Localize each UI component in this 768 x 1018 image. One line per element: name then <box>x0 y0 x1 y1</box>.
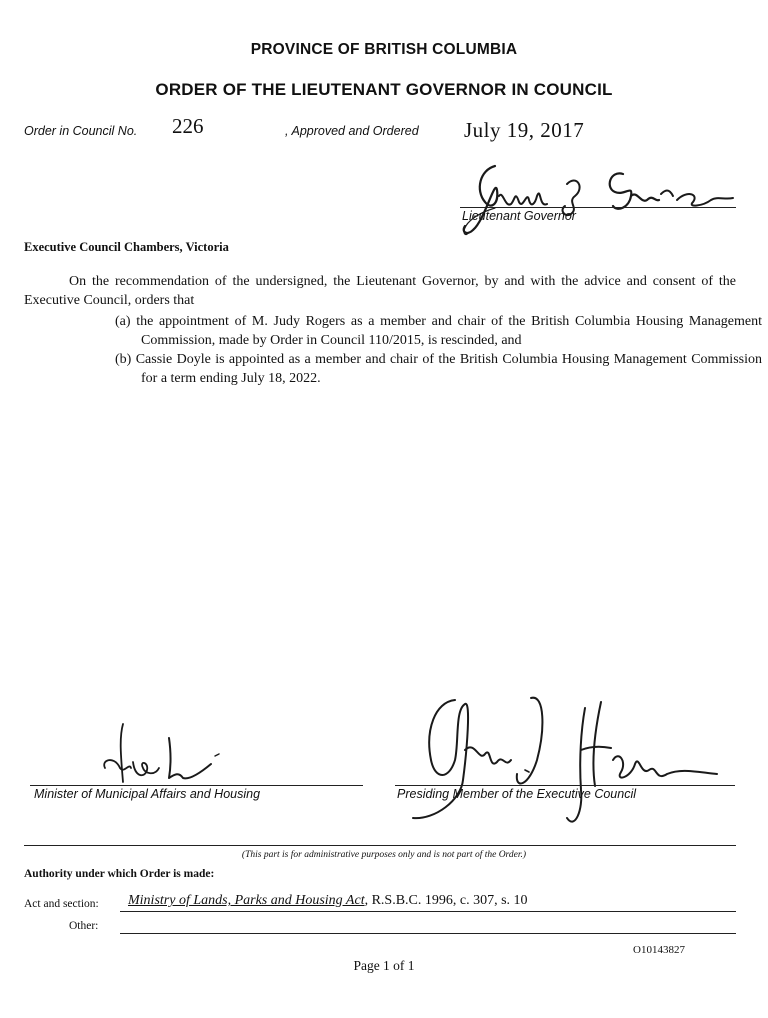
document-id: O10143827 <box>633 944 685 956</box>
executive-council-chambers: Executive Council Chambers, Victoria <box>24 240 229 254</box>
order-item-b: (b) Cassie Doyle is appointed as a member and chair of the British Columbia Housing Management Commission for a term ending July 18, 2022. <box>115 352 762 386</box>
lieutenant-governor-signature <box>455 160 740 240</box>
act-section-label: Act and section: <box>24 898 99 910</box>
lieutenant-governor-caption: Lieutenant Governor <box>462 209 576 223</box>
order-number: 226 <box>172 114 204 138</box>
authority-heading: Authority under which Order is made: <box>24 868 215 880</box>
province-heading: PROVINCE OF BRITISH COLUMBIA <box>250 41 518 58</box>
minister-signature-line <box>30 785 363 786</box>
page-number: Page 1 of 1 <box>353 958 415 973</box>
admin-divider <box>24 845 736 846</box>
presiding-member-caption: Presiding Member of the Executive Council <box>397 787 637 801</box>
act-section-value <box>128 893 528 909</box>
lieutenant-governor-signature-line <box>460 207 736 208</box>
minister-signature <box>75 718 235 788</box>
act-citation: , R.S.B.C. 1996, c. 307, s. 10 <box>364 893 528 908</box>
order-date: July 19, 2017 <box>464 118 585 142</box>
presiding-member-signature <box>405 690 725 835</box>
order-intro-paragraph: On the recommendation of the undersigned, the Lieutenant Governor, by and with the advice and consent of the Executive Council, orders that <box>24 274 736 308</box>
order-number-label: Order in Council No. <box>24 124 138 138</box>
act-section-underline <box>120 911 736 912</box>
other-underline <box>120 933 736 934</box>
order-title: ORDER OF THE LIEUTENANT GOVERNOR IN COUNCIL <box>155 80 613 99</box>
minister-caption: Minister of Municipal Affairs and Housing <box>34 787 261 801</box>
other-label: Other: <box>69 920 99 932</box>
order-item-a: (a) the appointment of M. Judy Rogers as a member and chair of the British Columbia Housing Management Commission, made by Order in Council 110/2015, is rescinded, and <box>115 314 762 348</box>
act-title: Ministry of Lands, Parks and Housing Act <box>128 893 365 908</box>
approved-label: , Approved and Ordered <box>285 124 419 138</box>
admin-note: (This part is for administrative purposes only and is not part of the Order.) <box>241 850 527 860</box>
presiding-member-signature-line <box>395 785 735 786</box>
